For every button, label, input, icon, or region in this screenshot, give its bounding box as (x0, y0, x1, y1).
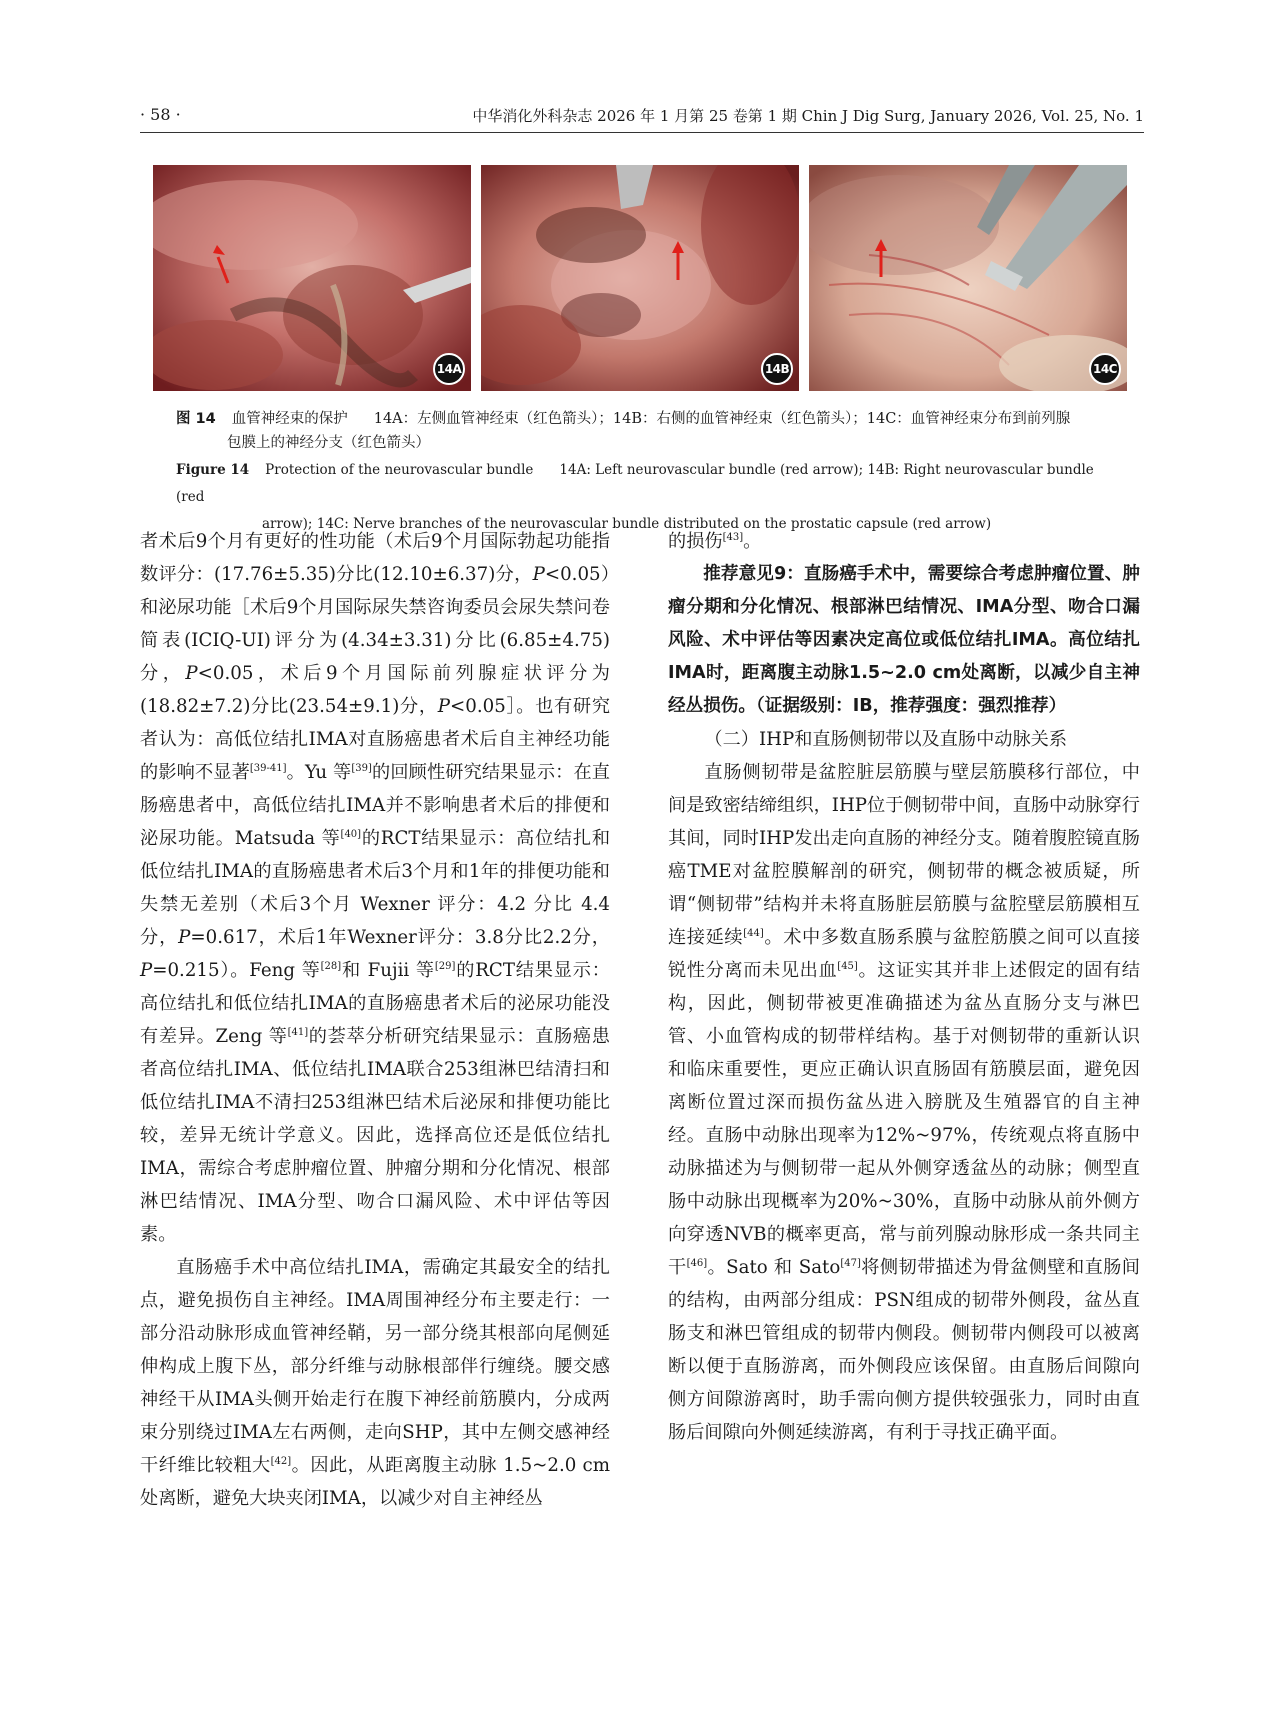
text-run: 直肠癌手术中高位结扎IMA，需确定其最安全的结扎点，避免损伤自主神经。IMA周围神经分布主要走行：一部分沿动脉形成血管神经鞘，另一部分绕其根部向尾侧延伸构成上腹下丛，部分纤维与动脉根部伴行缠绕。腰交感神经干从IMA头侧开始走行在腹下神经前筋膜内，分成两束分别绕过IMA左右两侧，走向SHP，其中左侧交感神经干纤维比较粗大 (140, 1257, 610, 1476)
figure-14b (481, 165, 799, 391)
citation-ref[interactable]: [28] (320, 961, 342, 972)
text-run: 的RCT结果显示：高位结扎和低位结扎IMA的直肠癌患者术后的泌尿功能没有差异。Zeng 等 (140, 960, 610, 1047)
surgical-photo-14c (809, 165, 1127, 391)
surgical-photo-14b (481, 165, 799, 391)
text-run: 者术后9个月有更好的性功能（术后9个月国际勃起功能指数评分：(17.76±5.35)分比(12.10±6.37)分， (140, 531, 610, 585)
citation-ref[interactable]: [44] (743, 928, 764, 939)
header-rule (140, 132, 1144, 133)
citation-ref[interactable]: [47] (840, 1258, 861, 1269)
p-symbol: P (437, 696, 451, 717)
caption-cn-label: 图 14 (176, 411, 216, 427)
text-run: 和 Fujii 等 (341, 960, 435, 981)
body-paragraph (140, 1251, 610, 1515)
citation-ref[interactable]: [41] (287, 1027, 309, 1038)
left-column (140, 525, 610, 1515)
figure-label-14b: 14B (761, 353, 793, 385)
caption-cn-text-2: 包膜上的神经分支（红色箭头） (227, 435, 430, 451)
citation-ref[interactable]: [40] (340, 829, 362, 840)
text-run: <0.05］。也有研究者认为：高低位结扎IMA对直肠癌患者术后自主神经功能的影响不显著 (140, 696, 611, 783)
text-run: 的损伤 (668, 531, 723, 552)
surgical-photo-14a (153, 165, 471, 391)
body-paragraph (668, 525, 1140, 558)
citation-ref[interactable]: [39-41] (249, 763, 287, 774)
text-run: 。Sato 和 Sato (707, 1257, 841, 1278)
figure-14a (153, 165, 471, 391)
citation-ref[interactable]: [43] (722, 532, 744, 543)
caption-cn-title: 血管神经束的保护 (231, 411, 348, 427)
citation-ref[interactable]: [45] (837, 961, 858, 972)
text-run: 。 (743, 531, 762, 552)
caption-en-text-2: arrow); 14C: Nerve branches of the neurovascular bundle distributed on the prostatic capsule (red arrow) (262, 516, 992, 532)
text-run: 的回顾性研究结果显示：在直肠癌患者中，高低位结扎IMA并不影响患者术后的排便和泌尿功能。Matsuda 等 (140, 762, 610, 849)
text-run: =0.617，术后1年Wexner评分：3.8分比2.2分， (190, 927, 610, 948)
caption-en-label: Figure 14 (176, 462, 250, 478)
text-run: 将侧韧带描述为骨盆侧壁和直肠间的结构，由两部分组成：PSN组成的韧带外侧段，盆丛直肠支和淋巴管组成的韧带内侧段。侧韧带内侧段可以被离断以便于直肠游离，而外侧段应该保留。由直肠后间隙向侧方间隙游离时，助手需向侧方提供较强张力，同时由直肠后间隙向外侧延续游离，有利于寻找正确平面。 (668, 1257, 1140, 1443)
text-run: 。术中多数直肠系膜与盆腔筋膜之间可以直接锐性分离而未见出血 (668, 927, 1140, 981)
citation-ref[interactable]: [29] (434, 961, 456, 972)
caption-cn-text-1: 14A：左侧血管神经束（红色箭头）；14B：右侧的血管神经束（红色箭头）；14C：血管神经束分布到前列腺 (373, 411, 1071, 427)
body-paragraph (668, 756, 1140, 1449)
figure-label-14c: 14C (1089, 353, 1121, 385)
text-run: 。因此，从距离腹主动脉 1.5~2.0 cm 处离断，避免大块夹闭IMA，以减少对自主神经丛 (140, 1455, 610, 1509)
right-column (668, 525, 1140, 1449)
caption-en-text-1: 14A: Left neurovascular bundle (red arrow); 14B: Right neurovascular bundle (red (176, 462, 1094, 505)
figure-14c (809, 165, 1127, 391)
citation-ref[interactable]: [46] (686, 1258, 708, 1269)
figure-caption-cn (176, 407, 1106, 455)
text-run: 直肠侧韧带是盆腔脏层筋膜与壁层筋膜移行部位，中间是致密结缔组织，IHP位于侧韧带中间，直肠中动脉穿行其间，同时IHP发出走向直肠的神经分支。随着腹腔镜直肠癌TME对盆腔膜解剖的研究，侧韧带的概念被质疑，所谓“侧韧带”结构并未将直肠脏层筋膜与盆腔壁层筋膜相互连接延续 (668, 762, 1140, 948)
caption-en-title: Protection of the neurovascular bundle (265, 462, 534, 478)
journal-header: 中华消化外科杂志 2026 年 1 月第 25 卷第 1 期 Chin J Dig Surg, January 2026, Vol. 25, No. 1 (472, 107, 1144, 125)
figure-label-14a: 14A (433, 353, 465, 385)
p-symbol: P (185, 663, 198, 684)
p-symbol: P (140, 960, 153, 981)
figure-14-panels (153, 165, 1128, 391)
text-run: <0.05）和泌尿功能［术后9个月国际尿失禁咨询委员会尿失禁问卷简表(ICIQ-UI)评分为(4.34±3.31)分比(6.85±4.75)分， (140, 564, 610, 684)
page-number: · 58 · (140, 105, 181, 124)
p-symbol: P (532, 564, 545, 585)
text-run: <0.05，术后9个月国际前列腺症状评分为(18.82±7.2)分比(23.54±9.1)分， (140, 663, 610, 717)
citation-ref[interactable]: [39] (351, 763, 372, 774)
body-paragraph (140, 525, 610, 1251)
section-heading: （二）IHP和直肠侧韧带以及直肠中动脉关系 (704, 729, 1068, 750)
text-run: 。这证实其并非上述假定的固有结构，因此，侧韧带被更准确描述为盆丛直肠分支与淋巴管、小血管构成的韧带样结构。基于对侧韧带的重新认识和临床重要性，更应正确认识直肠固有筋膜层面，避免因离断位置过深而损伤盆丛进入膀胱及生殖器官的自主神经。直肠中动脉出现率为12%~97%，传统观点将直肠中动脉描述为与侧韧带一起从外侧穿透盆丛的动脉；侧型直肠中动脉出现概率为20%~30%，直肠中动脉从前外侧方向穿透NVB的概率更高，常与前列腺动脉形成一条共同主干 (668, 960, 1140, 1278)
text-run: =0.215）。Feng 等 (152, 960, 321, 981)
text-run: 的RCT结果显示：高位结扎和低位结扎IMA的直肠癌患者术后3个月和1年的排便功能和失禁无差别（术后3个月 Wexner 评分：4.2 分比 4.4 分， (140, 828, 611, 948)
text-run: 的荟萃分析研究结果显示：直肠癌患者高位结扎IMA、低位结扎IMA联合253组淋巴结清扫和低位结扎IMA不清扫253组淋巴结术后泌尿和排便功能比较，差异无统计学意义。因此，选择高位还是低位结扎IMA，需综合考虑肿瘤位置、肿瘤分期和分化情况、根部淋巴结情况、IMA分型、吻合口漏风险、术中评估等因素。 (140, 1026, 610, 1245)
p-symbol: P (178, 927, 191, 948)
citation-ref[interactable]: [42] (270, 1456, 292, 1467)
recommendation-9: 推荐意见9：直肠癌手术中，需要综合考虑肿瘤位置、肿瘤分期和分化情况、根部淋巴结情况、IMA分型、吻合口漏风险、术中评估等因素决定高位或低位结扎IMA。高位结扎IMA时，距离腹主动脉1.5~2.0 cm处离断，以减少自主神经丛损伤。（证据级别：IB，推荐强度：强烈推荐） (668, 564, 1140, 716)
text-run: 。Yu 等 (286, 762, 352, 783)
